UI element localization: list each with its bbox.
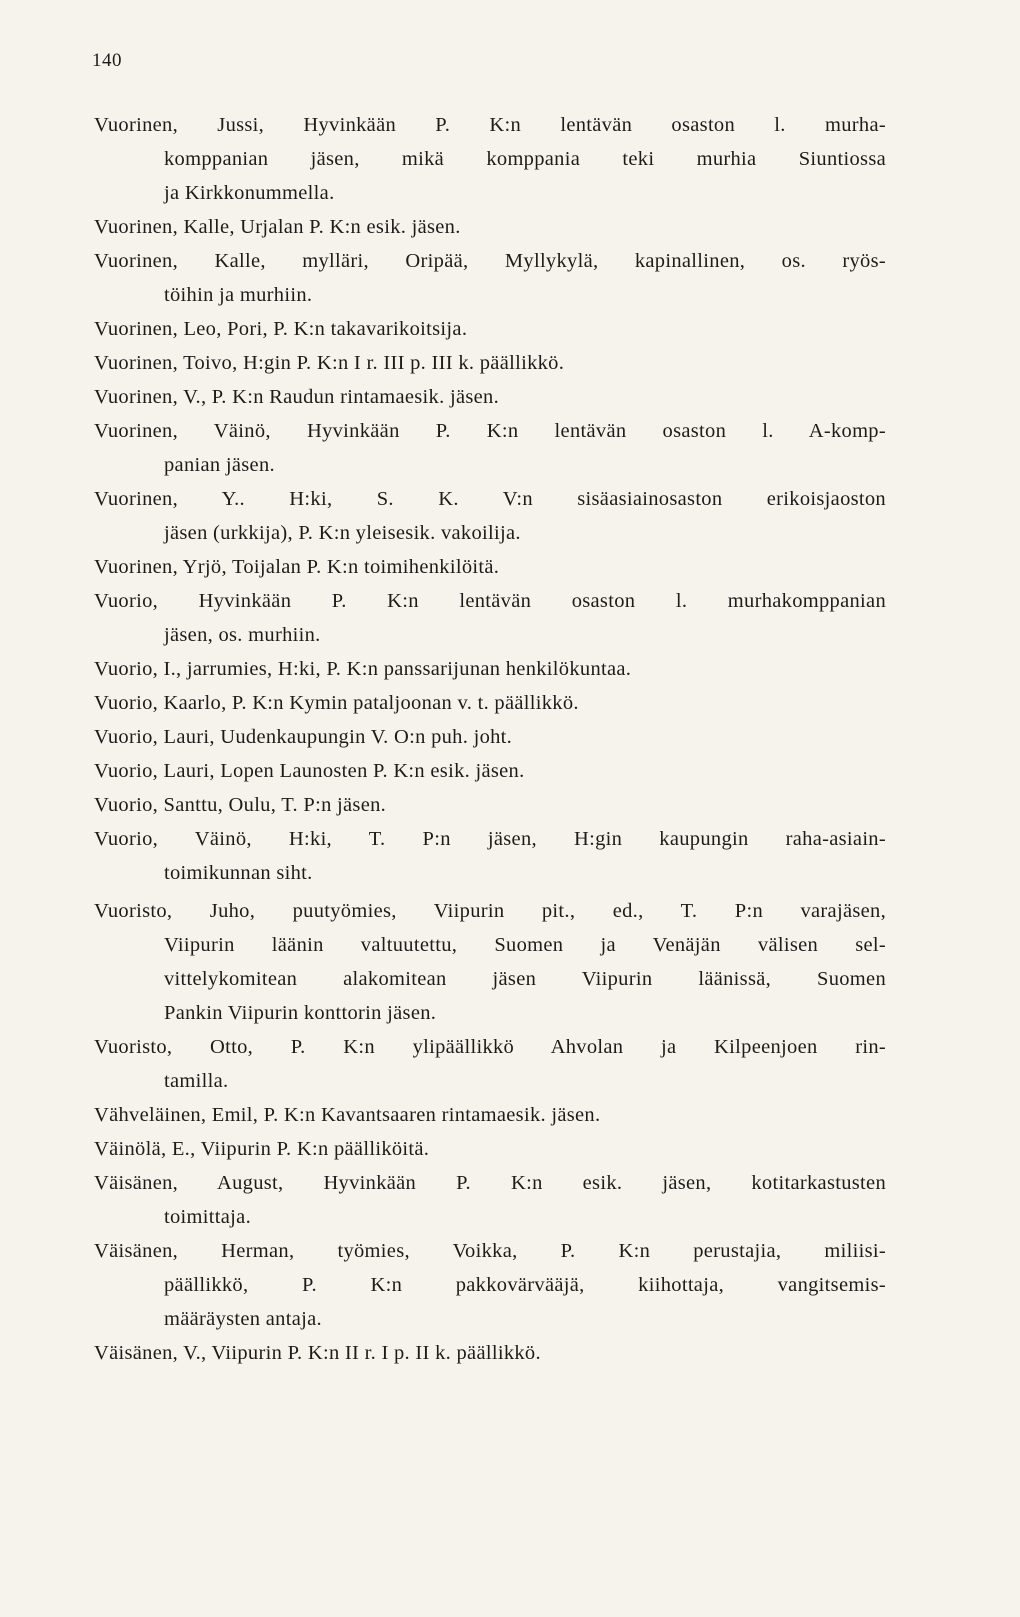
entry-line: Vuorio, Lauri, Uudenkaupungin V. O:n puh. joht. bbox=[94, 726, 513, 748]
entry-line: Viipurin läänin valtuutettu, Suomen ja Venäjän välisen sel- bbox=[164, 934, 886, 956]
entry-vuorinen-jussi bbox=[94, 108, 886, 210]
entry-line: Vuorinen, Yrjö, Toijalan P. K:n toimihenkilöitä. bbox=[94, 556, 500, 578]
entry-line: Vuorio, Kaarlo, P. K:n Kymin pataljoonan v. t. päällikkö. bbox=[94, 692, 579, 714]
entry-vahvelainen-emil bbox=[94, 1098, 886, 1132]
entry-line: Vuorinen, V., P. K:n Raudun rintamaesik. jäsen. bbox=[94, 386, 499, 408]
entry-vainola-e bbox=[94, 1132, 886, 1166]
entry-vuorinen-leo bbox=[94, 312, 886, 346]
entry-vuoristo-juho bbox=[94, 894, 886, 1030]
entry-vuorio-lauri-uusikaupunki bbox=[94, 720, 886, 754]
entry-vuorinen-vaino bbox=[94, 414, 886, 482]
entry-line: vittelykomitean alakomitean jäsen Viipurin läänissä, Suomen bbox=[164, 968, 886, 990]
entry-line: komppanian jäsen, mikä komppania teki murhia Siuntiossa bbox=[164, 148, 886, 170]
entry-line: Vuorio, Väinö, H:ki, T. P:n jäsen, H:gin kaupungin raha-asiain- bbox=[94, 828, 886, 850]
entry-vuoristo-otto bbox=[94, 1030, 886, 1098]
entry-line: Vuorinen, Y.. H:ki, S. K. V:n sisäasiainosaston erikoisjaoston bbox=[94, 488, 886, 510]
entry-line: toimittaja. bbox=[164, 1206, 251, 1228]
entry-vuorio-hyvinkaa bbox=[94, 584, 886, 652]
entry-line: määräysten antaja. bbox=[164, 1308, 322, 1330]
entry-line: jäsen (urkkija), P. K:n yleisesik. vakoilija. bbox=[164, 522, 521, 544]
entry-line: Vuorio, I., jarrumies, H:ki, P. K:n panssarijunan henkilökuntaa. bbox=[94, 658, 632, 680]
entry-line: Pankin Viipurin konttorin jäsen. bbox=[164, 1002, 437, 1024]
entry-line: töihin ja murhiin. bbox=[164, 284, 313, 306]
entry-vaisanen-august bbox=[94, 1166, 886, 1234]
entry-vuorinen-yrjo bbox=[94, 550, 886, 584]
entry-line: tamilla. bbox=[164, 1070, 229, 1092]
entry-vuorio-kaarlo bbox=[94, 686, 886, 720]
entry-vuorio-vaino bbox=[94, 822, 886, 890]
entry-line: Väinölä, E., Viipurin P. K:n päälliköitä. bbox=[94, 1138, 430, 1160]
entry-line: Väisänen, August, Hyvinkään P. K:n esik. jäsen, kotitarkastusten bbox=[94, 1172, 886, 1194]
entry-vaisanen-herman bbox=[94, 1234, 886, 1336]
entry-vuorinen-kalle-oripaa bbox=[94, 244, 886, 312]
entry-line: ja Kirkkonummella. bbox=[164, 182, 335, 204]
entry-line: Vuorinen, Kalle, mylläri, Oripää, Myllykylä, kapinallinen, os. ryös- bbox=[94, 250, 886, 272]
entry-vuorio-i bbox=[94, 652, 886, 686]
entry-line: Vuorio, Hyvinkään P. K:n lentävän osaston l. murhakomppanian bbox=[94, 590, 886, 612]
entry-vuorinen-toivo bbox=[94, 346, 886, 380]
entry-vuorinen-v bbox=[94, 380, 886, 414]
entry-vuorinen-y bbox=[94, 482, 886, 550]
entry-line: Vuorio, Santtu, Oulu, T. P:n jäsen. bbox=[94, 794, 387, 816]
register-entries bbox=[94, 108, 886, 1370]
entry-line: Vuoristo, Juho, puutyömies, Viipurin pit., ed., T. P:n varajäsen, bbox=[94, 900, 886, 922]
entry-line: Vuorio, Lauri, Lopen Launosten P. K:n esik. jäsen. bbox=[94, 760, 525, 782]
entry-line: Väisänen, V., Viipurin P. K:n II r. I p. II k. päällikkö. bbox=[94, 1342, 541, 1364]
entry-vuorio-santtu bbox=[94, 788, 886, 822]
entry-line: Vuorinen, Jussi, Hyvinkään P. K:n lentävän osaston l. murha- bbox=[94, 114, 886, 136]
page-number: 140 bbox=[92, 50, 122, 71]
entry-vaisanen-v bbox=[94, 1336, 886, 1370]
entry-line: Vuorinen, Kalle, Urjalan P. K:n esik. jäsen. bbox=[94, 216, 461, 238]
entry-line: päällikkö, P. K:n pakkovärvääjä, kiihottaja, vangitsemis- bbox=[164, 1274, 886, 1296]
entry-vuorio-lauri-loppi bbox=[94, 754, 886, 788]
entry-line: Vuorinen, Toivo, H:gin P. K:n I r. III p. III k. päällikkö. bbox=[94, 352, 565, 374]
entry-line: panian jäsen. bbox=[164, 454, 275, 476]
entry-line: toimikunnan siht. bbox=[164, 862, 313, 884]
entry-line: Vuoristo, Otto, P. K:n ylipäällikkö Ahvolan ja Kilpeenjoen rin- bbox=[94, 1036, 886, 1058]
entry-line: jäsen, os. murhiin. bbox=[164, 624, 321, 646]
entry-line: Vuorinen, Leo, Pori, P. K:n takavarikoitsija. bbox=[94, 318, 468, 340]
entry-vuorinen-kalle-urjala bbox=[94, 210, 886, 244]
entry-line: Vuorinen, Väinö, Hyvinkään P. K:n lentävän osaston l. A-komp- bbox=[94, 420, 886, 442]
entry-line: Vähveläinen, Emil, P. K:n Kavantsaaren rintamaesik. jäsen. bbox=[94, 1104, 601, 1126]
entry-line: Väisänen, Herman, työmies, Voikka, P. K:n perustajia, miliisi- bbox=[94, 1240, 886, 1262]
